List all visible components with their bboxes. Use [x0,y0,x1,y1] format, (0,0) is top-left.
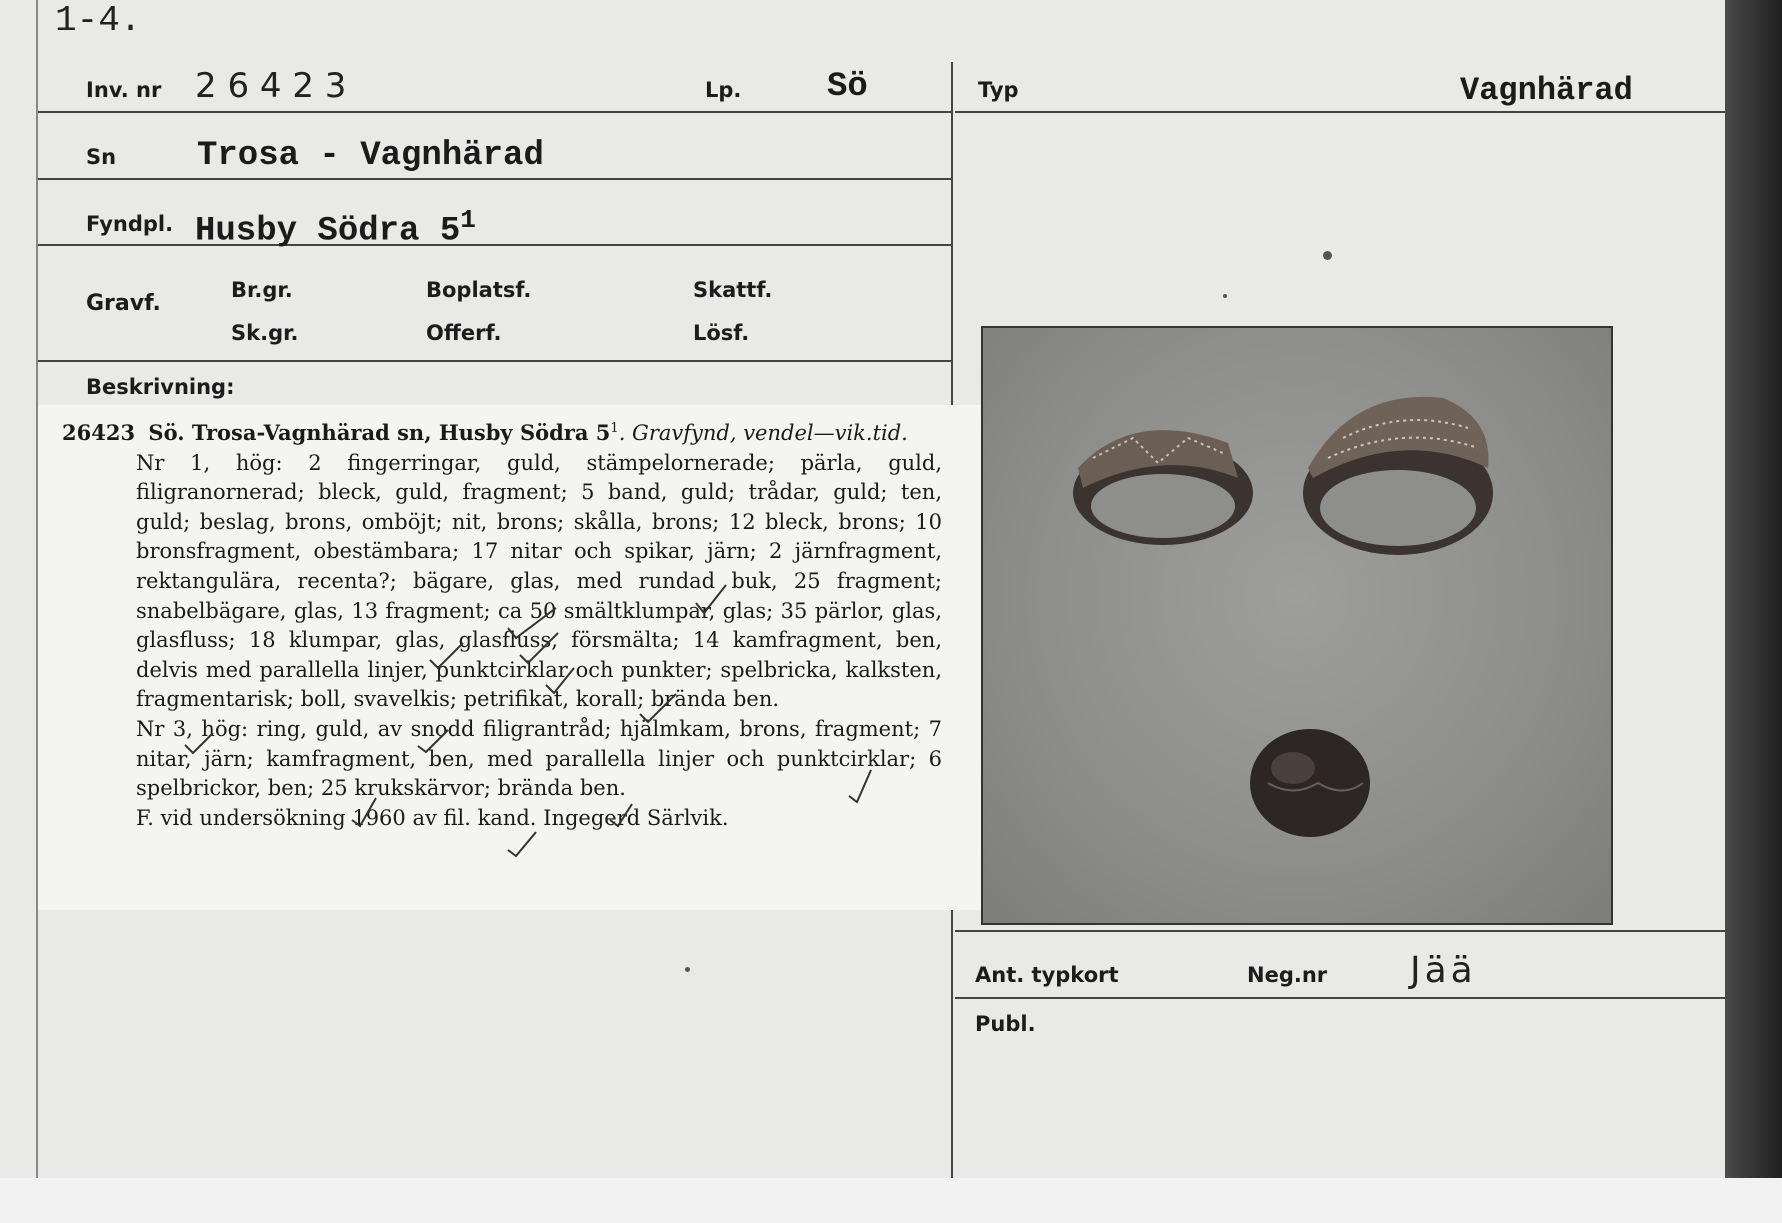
check-mark [508,608,556,638]
nr3-paragraph: Nr 3, hög: ring, guld, av snodd filigrantråd; hjälmkam, brons, fragment; 7 nitar, järn; kamfragment, ben, med parallella linjer och punktcirklar; 6 spelbrickor, ben; 25 krukskärvor; brända ben. [136,716,942,801]
br-gr-label: Br.gr. [231,278,293,302]
fyndpl-text: Husby Södra 5 [195,212,461,251]
neg-nr-label: Neg.nr [1247,963,1328,987]
artifact-photo [983,328,1611,923]
losf-label: Lösf. [693,321,750,345]
divider [955,111,1725,113]
fyndpl-label: Fyndpl. [86,212,174,236]
scan-edge-right [1725,0,1782,1178]
check-mark [696,585,726,613]
finger-ring-right [1303,397,1493,555]
offerf-label: Offerf. [426,321,502,345]
divider [955,997,1725,999]
lp-value: Sö [827,68,868,106]
inv-nr-label: Inv. nr [86,78,162,102]
heading-tail: . Gravfynd, vendel—vik.tid. [618,421,908,445]
speck [1223,294,1227,298]
glass-bead [1250,729,1370,837]
check-mark [546,668,574,693]
corner-note: 1-4. [55,0,142,41]
artifact-drawing [983,328,1611,923]
catalog-number: 26423 [62,420,136,445]
inv-nr-value: 2 6 4 2 3 [195,66,347,106]
beskrivning-label: Beskrivning: [86,375,235,399]
divider [955,930,1725,932]
fyndpl-sup: 1 [460,205,476,235]
boplatsf-label: Boplatsf. [426,278,532,302]
sn-label: Sn [86,145,117,169]
gravf-label: Gravf. [86,291,161,316]
check-mark [610,804,632,826]
check-mark [352,798,376,826]
check-mark [849,770,871,802]
speck [1323,251,1332,260]
neg-nr-value: Jää [1410,950,1477,991]
ant-typkort-label: Ant. typkort [975,963,1119,987]
heading-main: Sö. Trosa-Vagnhärad sn, Husby Södra 5 [148,420,611,445]
sk-gr-label: Sk.gr. [231,321,299,345]
check-mark [520,633,558,663]
scan-edge-bottom [0,1178,1782,1223]
check-mark [185,733,213,753]
typ-label: Typ [978,78,1019,102]
speck [685,967,690,972]
finder-paragraph: F. vid undersökning 1960 av fil. kand. Ingegerd Särlvik. [136,805,729,830]
check-mark [430,643,463,668]
heading-sup: 1 [610,421,619,436]
check-marks [0,0,1000,920]
lp-label: Lp. [705,78,742,102]
check-mark [508,832,536,856]
sn-value: Trosa - Vagnhärad [197,137,544,175]
publ-label: Publ. [975,1012,1036,1036]
check-mark [640,694,676,722]
finger-ring-left [1073,430,1253,545]
nr1-paragraph: Nr 1, hög: 2 fingerringar, guld, stämpelornerade; pärla, guld, filigranornerad; bleck, guld, fragment; 5 band, guld; trådar, guld; ten, guld; beslag, brons, omböjt; nit, brons; skålla, brons; 12 bleck, brons; 10 bronsfragment, obestämbara; 17 nitar och spikar, järn; 2 järnfragment, rektangulära, recenta?; bägare, glas, med rundad buk, 25 fragment; snabelbägare, glas, 13 fragment; ca 50 smältklumpar, glas; 35 pärlor, glas, glasfluss; 18 klumpar, glas, glasfluss, försmälta; 14 kamfragment, ben, delvis med parallella linjer, punktcirklar och punkter; spelbricka, kalksten, fragmentarisk; boll, svavelkis; petrifikat, korall; brända ben. [136,450,942,712]
typ-value: Vagnhärad [1460,72,1633,109]
skattf-label: Skattf. [693,278,773,302]
check-mark [418,730,448,752]
